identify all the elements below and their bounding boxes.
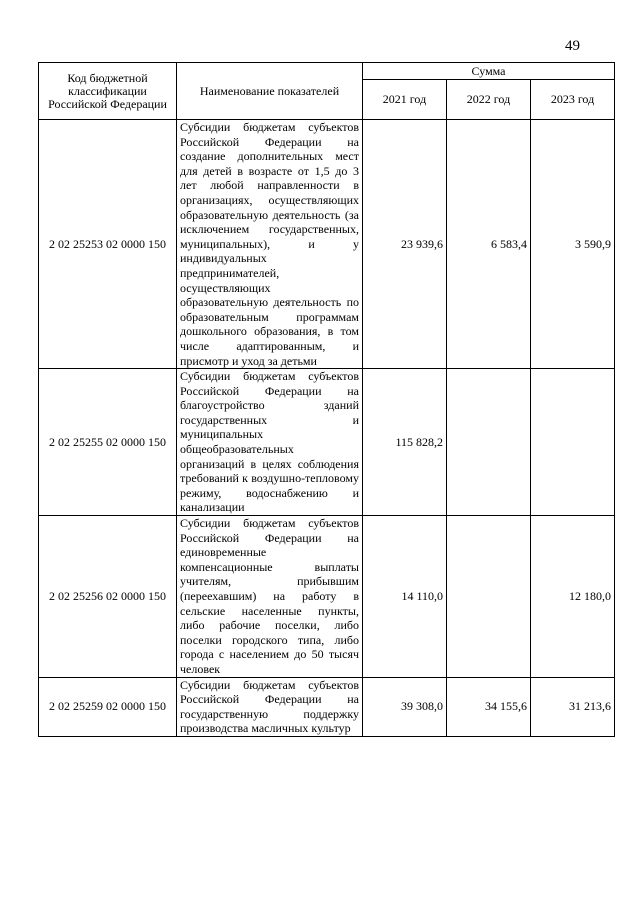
row-value-2021: 115 828,2 [363,369,447,516]
header-name: Наименование показателей [177,63,363,120]
row-value-2022: 34 155,6 [447,677,531,736]
row-value-2022 [447,516,531,678]
table-row [39,516,615,678]
header-year-2022: 2022 год [447,80,531,120]
row-value-2022 [447,369,531,516]
table-row [39,677,615,736]
row-value-2021: 39 308,0 [363,677,447,736]
header-year-2023: 2023 год [531,80,615,120]
row-value-2021: 14 110,0 [363,516,447,678]
row-value-2023: 12 180,0 [531,516,615,678]
page-number: 49 [565,38,580,54]
row-value-2022: 6 583,4 [447,120,531,369]
header-code: Код бюджетной классификации Российской Федерации [39,63,177,120]
header-year-2021: 2021 год [363,80,447,120]
row-value-2023 [531,369,615,516]
row-name: Субсидии бюджетам субъектов Российской Федерации на благоустройство зданий государственных и муниципальных общеобразовательных организаций в целях соблюдения требований к воздушно-тепловому режиму, водоснабжению и канализации [177,369,363,516]
row-code: 2 02 25253 02 0000 150 [39,120,177,369]
row-value-2023: 31 213,6 [531,677,615,736]
header-row-top [39,63,615,80]
row-name: Субсидии бюджетам субъектов Российской Федерации на создание дополнительных мест для детей в возрасте от 1,5 до 3 лет любой направленности в организациях, осуществляющих образовательную деятельность (за исключением государственных, муниципальных), и у индивидуальных предпринимателей, осуществляющих образовательную деятельность по образовательным программам дошкольного образования, в том числе адаптированным, и присмотр и уход за детьми [177,120,363,369]
table-row [39,120,615,369]
budget-table [38,62,615,737]
row-code: 2 02 25256 02 0000 150 [39,516,177,678]
header-sum: Сумма [363,63,615,80]
row-code: 2 02 25255 02 0000 150 [39,369,177,516]
row-name: Субсидии бюджетам субъектов Российской Федерации на единовременные компенсационные выплаты учителям, прибывшим (переехавшим) на работу в сельские населенные пункты, либо рабочие поселки, либо поселки городского типа, либо города с населением до 50 тысяч человек [177,516,363,678]
row-value-2023: 3 590,9 [531,120,615,369]
table-row [39,369,615,516]
row-code: 2 02 25259 02 0000 150 [39,677,177,736]
row-name: Субсидии бюджетам субъектов Российской Федерации на государственную поддержку производства масличных культур [177,677,363,736]
row-value-2021: 23 939,6 [363,120,447,369]
